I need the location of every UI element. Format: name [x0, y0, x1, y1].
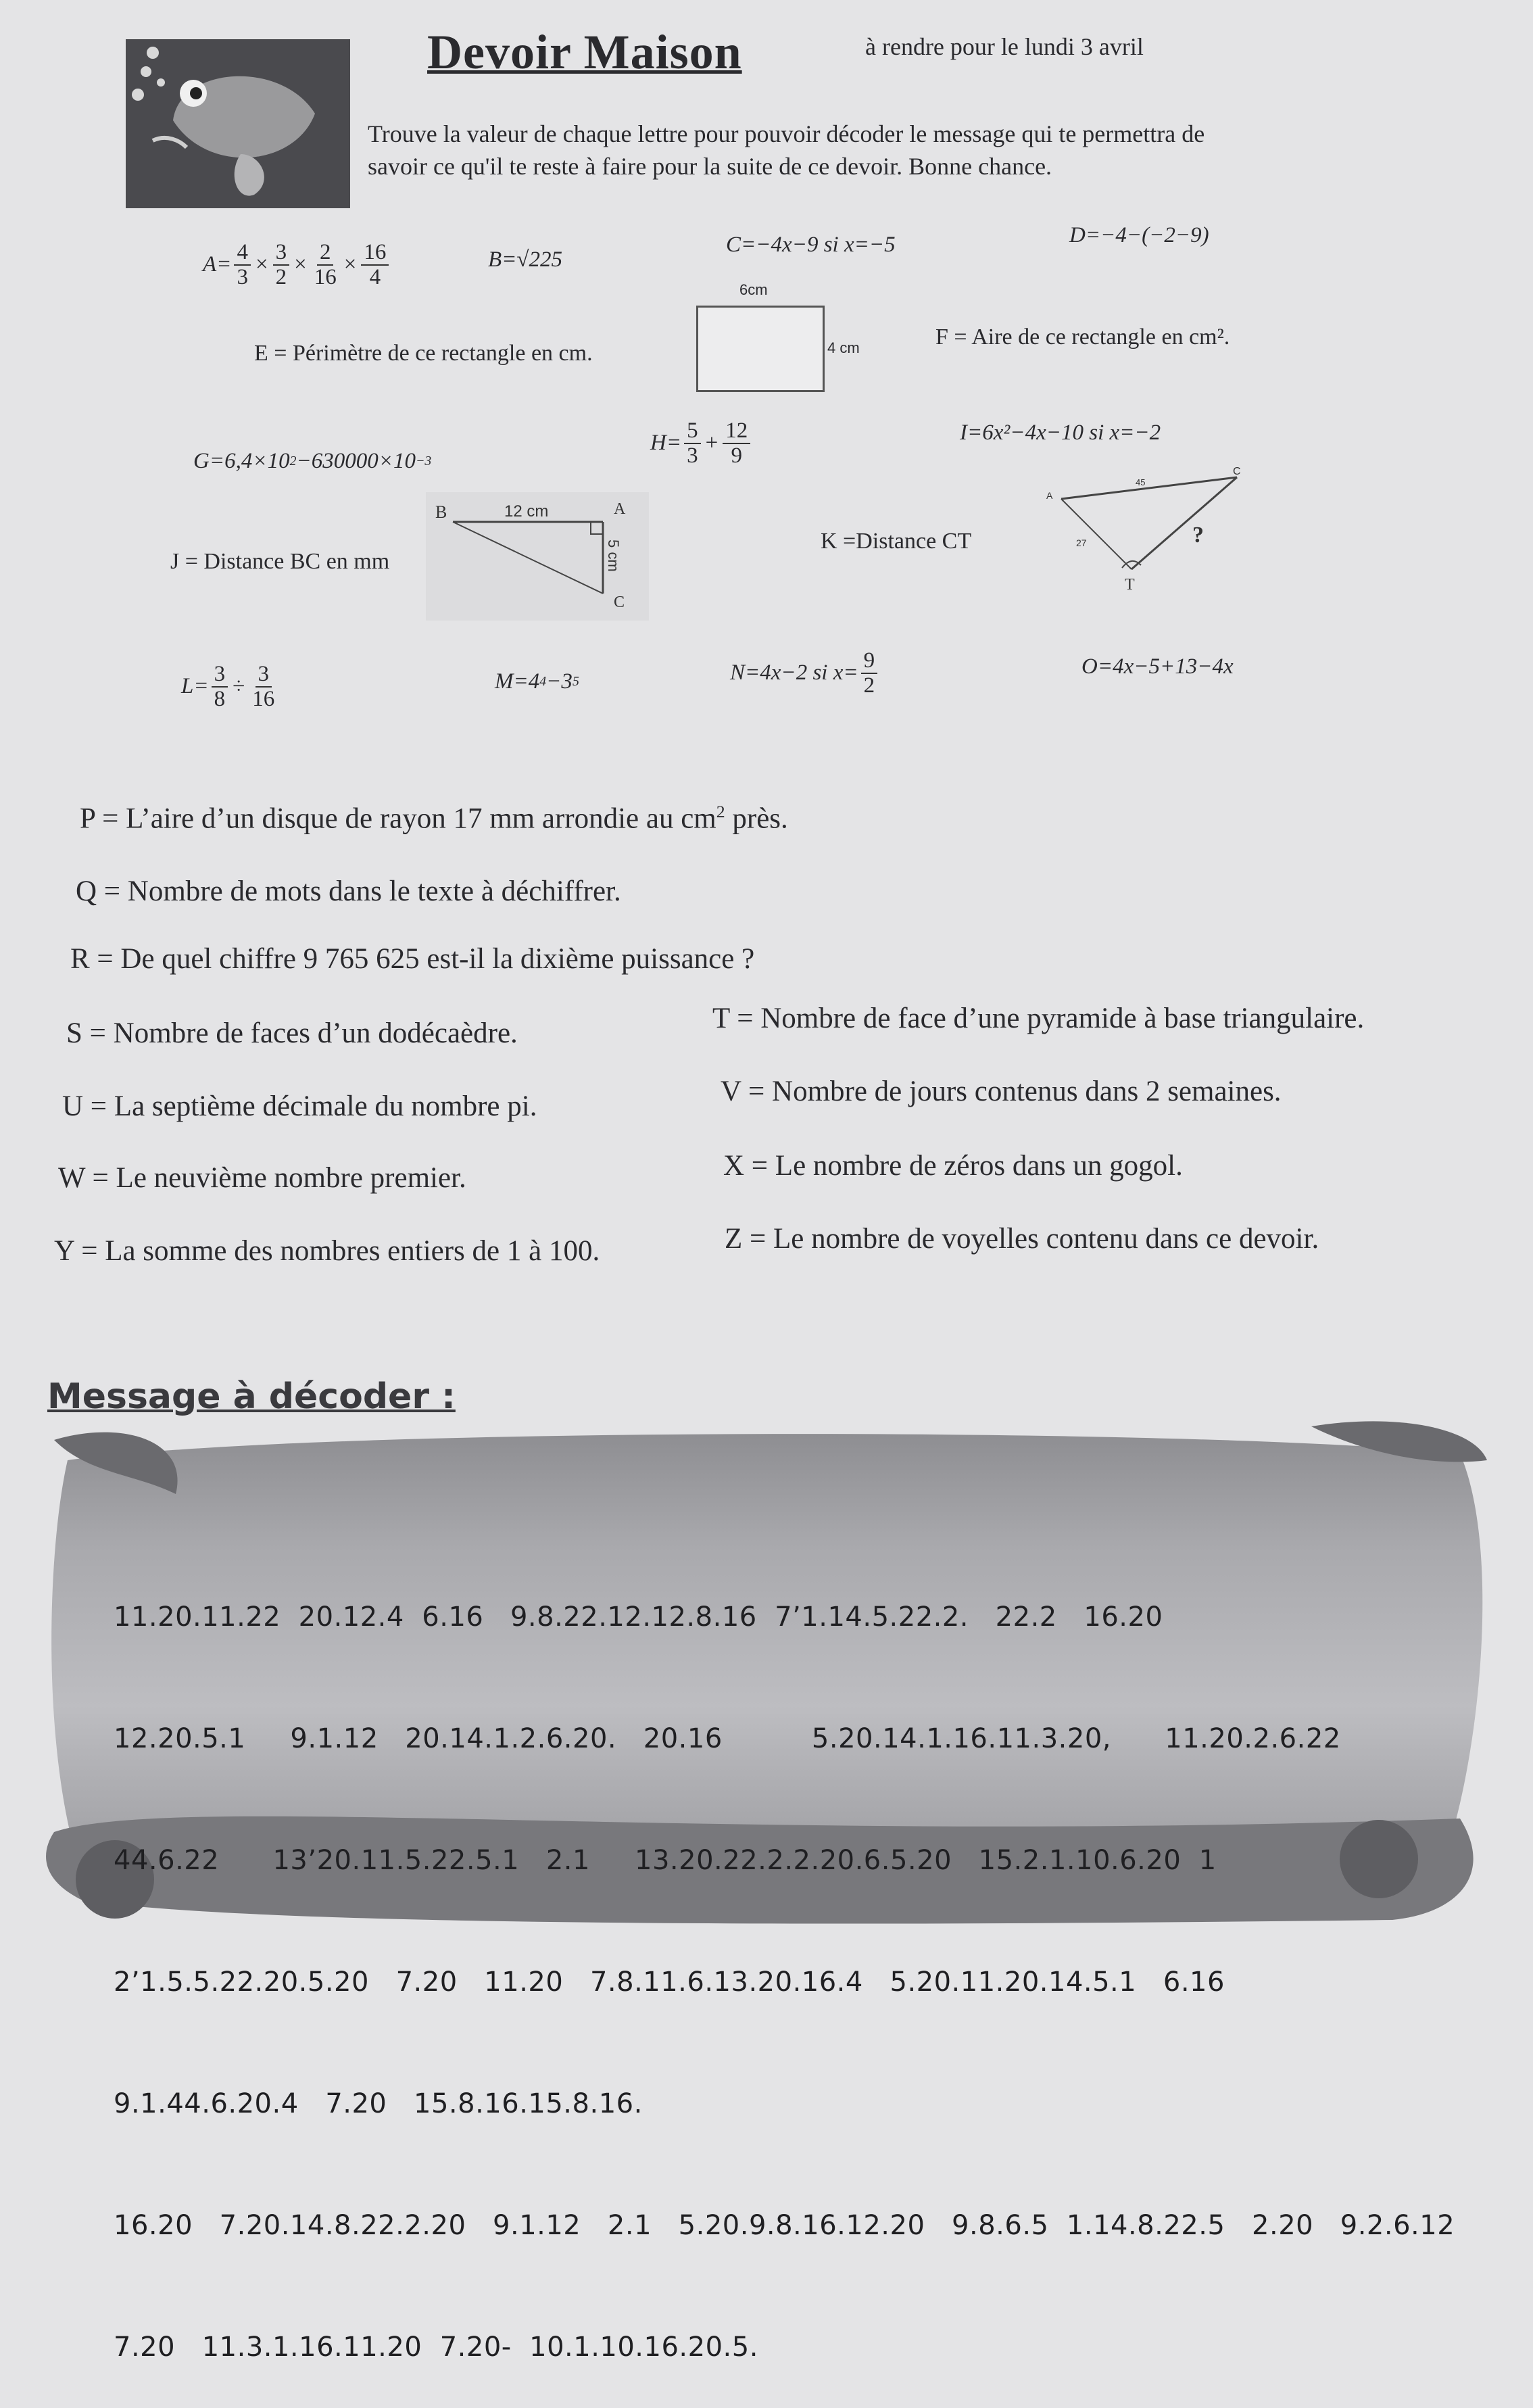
exercise-b: B=√225: [488, 247, 563, 272]
exercise-i: I=6x²−4x−10 si x=−2: [960, 420, 1161, 445]
exercise-n: N=4x−2 si x= $\frac{9}{2}$: [730, 649, 880, 697]
rectangle-height-label: 4 cm: [827, 339, 860, 356]
message-line: 2’1.5.5.22.20.5.20 7.20 11.20 7.8.11.6.13.20.16.4 5.20.11.20.14.5.1 6.16: [114, 1967, 1225, 1998]
intro-line-2: savoir ce qu'il te reste à faire pour la suite de ce devoir. Bonne chance.: [368, 153, 1052, 180]
exercise-k: K =Distance CT: [821, 529, 972, 554]
exercise-o: O=4x−5+13−4x: [1081, 654, 1234, 679]
exercise-c: C=−4x−9 si x=−5: [726, 233, 896, 257]
vertex-c2-label: C: [1233, 466, 1241, 477]
vertex-a-label: A: [614, 500, 626, 518]
triangle-act-figure: [1041, 466, 1257, 602]
message-line: 12.20.5.1 9.1.12 20.14.1.2.6.20. 20.16 5.20.14.1.16.11.3.20, 11.20.2.6.22: [114, 1723, 1341, 1754]
intro-line-1: Trouve la valeur de chaque lettre pour pouvoir décoder le message qui te permettra de: [368, 120, 1205, 147]
definition-p: P = L’aire d’un disque de rayon 17 mm arrondie au $cm^2$ près.: [80, 802, 788, 835]
message-section-title: Message à décoder :: [47, 1376, 456, 1417]
message-line: 11.20.11.22 20.12.4 6.16 9.8.22.12.12.8.16 7’1.14.5.22.2. 22.2 16.20: [114, 1602, 1163, 1633]
side-ab-label: 12 cm: [504, 502, 549, 521]
vertex-b-label: B: [435, 502, 447, 522]
rectangle-width-label: 6cm: [739, 281, 768, 298]
definition-x: X = Le nombre de zéros dans un gogol.: [723, 1150, 1183, 1182]
right-triangle-figure: [426, 492, 649, 621]
due-date: à rendre pour le lundi 3 avril: [865, 33, 1144, 60]
definition-y: Y = La somme des nombres entiers de 1 à 100.: [54, 1235, 600, 1267]
exercise-l: L= $\frac{3}{8}$ ÷ $\frac{3}{16}$: [181, 662, 275, 711]
definition-z: Z = Le nombre de voyelles contenu dans ce devoir.: [725, 1223, 1319, 1255]
side-at-label: 27: [1076, 537, 1087, 548]
exercise-f: F = Aire de ce rectangle en cm².: [935, 324, 1230, 350]
vertex-t-label: T: [1125, 576, 1135, 594]
exercise-a: A= $\frac{4}{3}$ × $\frac{3}{2}$ × $\frac{2}{16}$ × $\frac{16}{4}$: [203, 241, 391, 289]
rectangle-figure: [696, 306, 825, 392]
side-ac-label: 5 cm: [605, 539, 622, 572]
vertex-a2-label: A: [1046, 490, 1053, 501]
question-mark-label: ?: [1192, 523, 1204, 548]
message-line: 9.1.44.6.20.4 7.20 15.8.16.15.8.16.: [114, 2088, 643, 2119]
message-line: 7.20 11.3.1.16.11.20 7.20‑ 10.1.10.16.20.5.: [114, 2332, 758, 2363]
definition-r: R = De quel chiffre 9 765 625 est-il la dixième puissance ?: [70, 943, 755, 975]
exercise-m: M=4 4 −3 5: [495, 669, 579, 694]
fish-illustration: [126, 39, 350, 208]
definition-t: T = Nombre de face d’une pyramide à base triangulaire.: [712, 1003, 1365, 1034]
definition-s: S = Nombre de faces d’un dodécaèdre.: [66, 1017, 518, 1049]
definition-w: W = Le neuvième nombre premier.: [58, 1162, 466, 1194]
side-ac2-label: 45: [1136, 477, 1146, 487]
encoded-message: [114, 1516, 1455, 2408]
exercise-e: E = Périmètre de ce rectangle en cm.: [254, 341, 593, 366]
exercise-h: H= $\frac{5}{3}$ + $\frac{12}{9}$: [650, 419, 753, 467]
message-line: 16.20 7.20.14.8.22.2.20 9.1.12 2.1 5.20.9.8.16.12.20 9.8.6.5 1.14.8.22.5 2.20 9.2.6.12: [114, 2210, 1455, 2241]
exercise-g: G=6,4×10 2 −630000×10 −3: [193, 449, 432, 473]
definition-u: U = La septième décimale du nombre pi.: [62, 1090, 537, 1122]
message-line: 44.6.22 13’20.11.5.22.5.1 2.1 13.20.22.2.2.20.6.5.20 15.2.1.10.6.20 1: [114, 1845, 1217, 1876]
vertex-c-label: C: [614, 594, 625, 611]
page-title: Devoir Maison: [427, 25, 742, 79]
exercise-d: D=−4−(−2−9): [1069, 223, 1209, 247]
exercise-j: J = Distance BC en mm: [170, 549, 390, 574]
definition-q: Q = Nombre de mots dans le texte à déchiffrer.: [76, 875, 621, 907]
intro-text: [368, 118, 1395, 183]
definition-v: V = Nombre de jours contenus dans 2 semaines.: [721, 1076, 1282, 1107]
